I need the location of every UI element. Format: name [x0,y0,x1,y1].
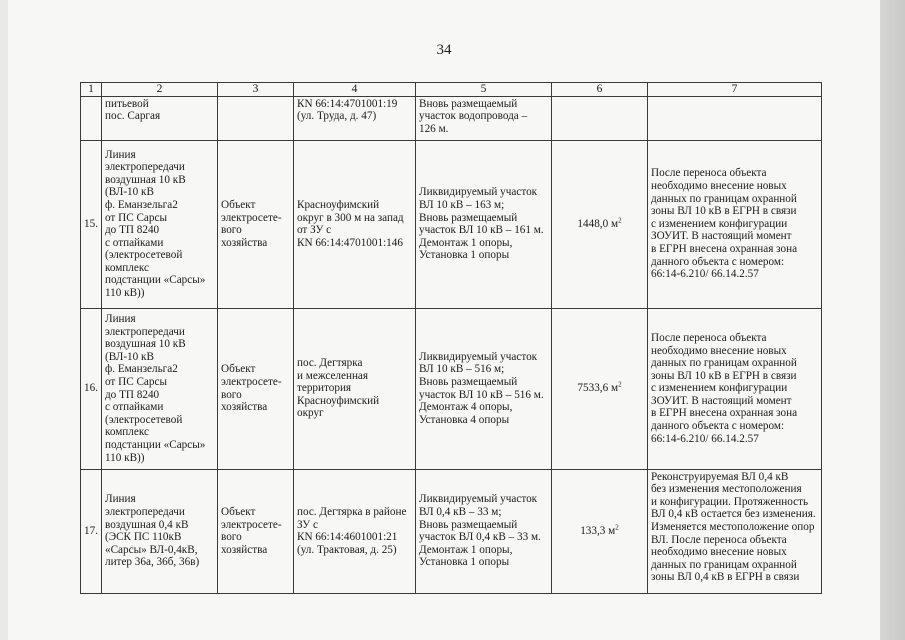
header-cell: 6 [551,83,647,97]
note-cell: После переноса объекта необходимо внесение новых данных по границам охранной зоны ВЛ 10 кВ в ЕГРН в связи с изменением конфигурации ЗОУИТ. В настоящий момент в ЕГРН внесена охранная зона данного объекта с номером: 66:14-6.210/ 66.14.2.57 [647,308,821,469]
note-cell [647,96,821,140]
table-row [81,469,822,593]
object-cell: Линия электропередачи воздушная 0,4 кВ (ЭСК ПС 110кВ «Сарсы» ВЛ-0,4кВ, литер 36а, 36б, 36в) [101,469,217,593]
object-cell: питьевой пос. Саргая [101,96,217,140]
header-cell: 3 [217,83,293,97]
table-row [81,140,822,308]
row-number: 17. [81,469,102,593]
work-cell: Ликвидируемый участок ВЛ 10 кВ – 516 м; Вновь размещаемый участок ВЛ 10 кВ – 516 м. Демонтаж 4 опоры, Установка 4 опоры [415,308,551,469]
header-cell: 4 [293,83,415,97]
location-cell: пос. Дегтярка и межселенная территория Красноуфимский округ [293,308,415,469]
location-cell: пос. Дегтярка в районе ЗУ с КN 66:14:4601001:21 (ул. Трактовая, д. 25) [293,469,415,593]
area-unit-exp: 2 [618,216,622,225]
area-unit-exp: 2 [615,523,619,532]
area-cell [551,140,647,308]
work-cell: Вновь размещаемый участок водопровода – 126 м. [415,96,551,140]
header-row [81,83,822,97]
area-value: 1448,0 м [577,217,619,230]
area-cell [551,469,647,593]
location-cell: КN 66:14:4701001:19 (ул. Труда, д. 47) [293,96,415,140]
row-number [81,96,102,140]
header-cell: 7 [647,83,821,97]
type-cell [217,96,293,140]
header-cell: 1 [81,83,102,97]
work-cell: Ликвидируемый участок ВЛ 0,4 кВ – 33 м; Вновь размещаемый участок ВЛ 0,4 кВ – 33 м. Демонтаж 1 опоры, Установка 1 опоры [415,469,551,593]
work-cell: Ликвидируемый участок ВЛ 10 кВ – 163 м; Вновь размещаемый участок ВЛ 10 кВ – 161 м. Демонтаж 1 опоры, Установка 1 опоры [415,140,551,308]
type-cell: Объект электросете- вого хозяйства [217,308,293,469]
object-cell: Линия электропередачи воздушная 10 кВ (ВЛ-10 кВ ф. Еманзельга2 от ПС Сарсы до ТП 8240 с отпайками (электросетевой комплекс подстанции «Сарсы» 110 кВ)) [101,140,217,308]
table-row [81,308,822,469]
type-cell: Объект электросете- вого хозяйства [217,140,293,308]
area-cell [551,308,647,469]
area-unit-exp: 2 [618,380,622,389]
note-cell: После переноса объекта необходимо внесение новых данных по границам охранной зоны ВЛ 10 кВ в ЕГРН в связи с изменением конфигурации ЗОУИТ. В настоящий момент в ЕГРН внесена охранная зона данного объекта с номером: 66:14-6.210/ 66.14.2.57 [647,140,821,308]
data-table [80,82,822,594]
note-cell: Реконструируемая ВЛ 0,4 кВ без изменения местоположения и конфигурации. Протяженность ВЛ 0,4 кВ остается без изменения. Изменяется местоположение опор ВЛ. После переноса объекта необходимо внесение новых данных по границам охранной зоны ВЛ 0,4 кВ в ЕГРН в связи [647,469,821,593]
object-cell: Линия электропередачи воздушная 10 кВ (ВЛ-10 кВ ф. Еманзельга2 от ПС Сарсы до ТП 8240 с отпайками (электросетевой комплекс подстанции «Сарсы» 110 кВ)) [101,308,217,469]
scan-edge [880,0,905,640]
page-number: 34 [436,42,452,58]
row-number: 15. [81,140,102,308]
type-cell: Объект электросете- вого хозяйства [217,469,293,593]
area-value: 133,3 м [580,524,616,537]
row-number: 16. [81,308,102,469]
area-value: 7533,6 м [577,382,619,395]
header-cell: 2 [101,83,217,97]
location-cell: Красноуфимский округ в 300 м на запад от ЗУ с КN 66:14:4701001:146 [293,140,415,308]
header-cell: 5 [415,83,551,97]
table-row [81,96,822,140]
document-page [8,0,880,640]
area-cell [551,96,647,140]
